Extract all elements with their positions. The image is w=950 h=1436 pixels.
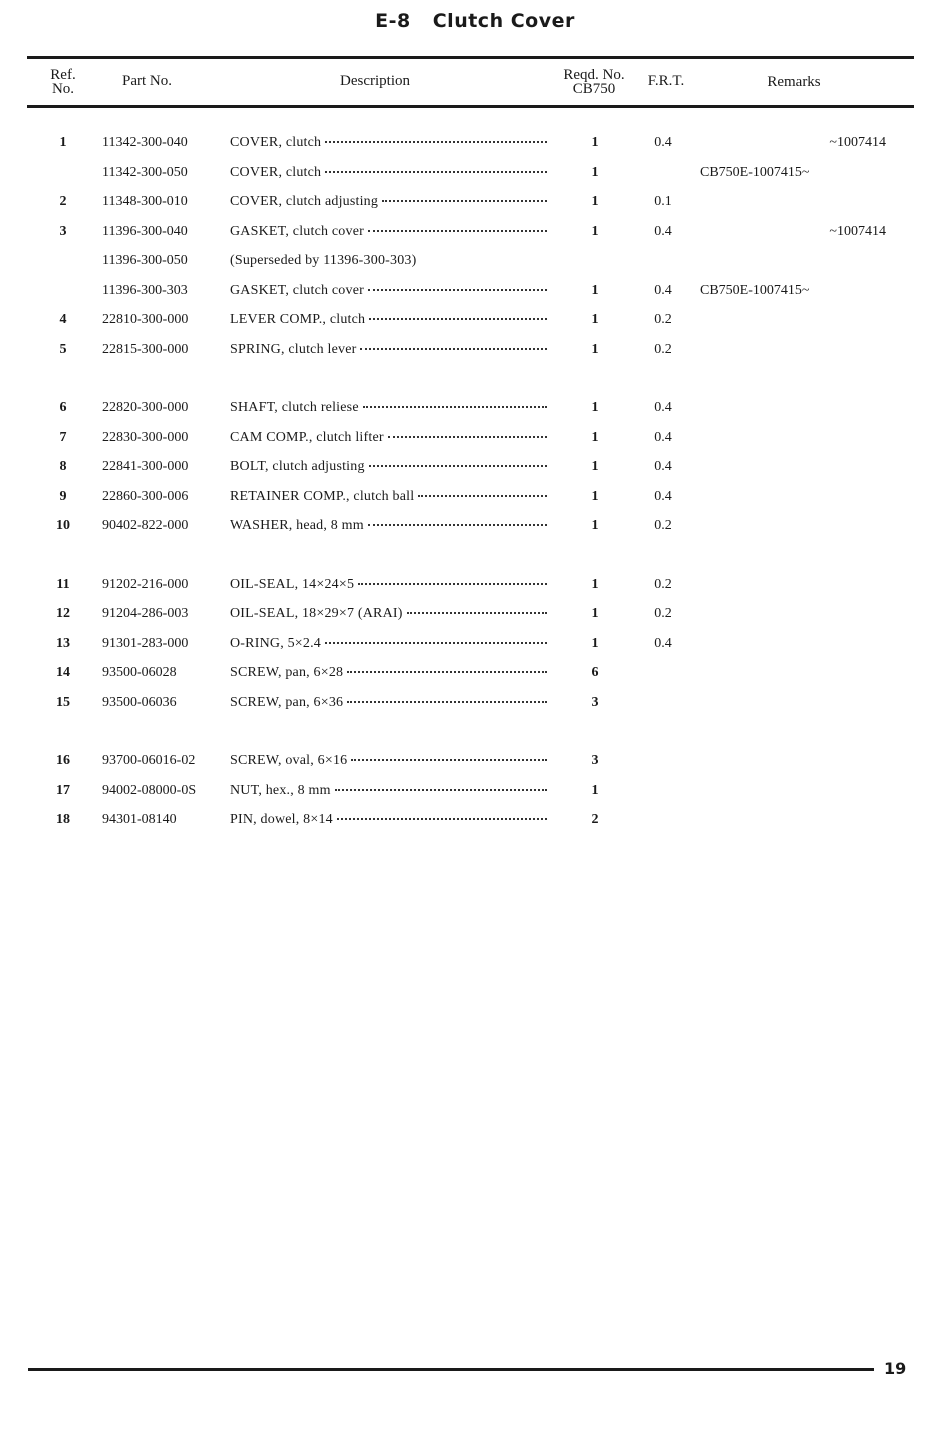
- description-text: WASHER, head, 8 mm: [230, 518, 364, 533]
- reqd-qty: 3: [591, 753, 599, 768]
- part-no: 11396-300-303: [102, 282, 188, 298]
- ref-no: 3: [59, 223, 67, 239]
- footer-rule: [28, 1368, 874, 1371]
- part-no: 91301-283-000: [102, 635, 189, 651]
- frt-value: 0.4: [654, 400, 672, 415]
- description-text: LEVER COMP., clutch: [230, 312, 366, 327]
- table-row: [0, 570, 950, 600]
- description: [230, 606, 547, 622]
- page-title: [0, 10, 950, 32]
- reqd-qty: 1: [591, 400, 599, 415]
- description-text: CAM COMP., clutch lifter: [230, 429, 384, 445]
- description-text: COVER, clutch: [230, 164, 322, 180]
- parts-table: [0, 128, 950, 835]
- part-no: 11342-300-040: [102, 135, 188, 150]
- ref-header-line1: Ref.: [50, 67, 76, 83]
- description: [230, 194, 547, 210]
- description: [230, 665, 547, 681]
- dot-leader: [337, 818, 547, 820]
- dot-leader: [358, 583, 547, 585]
- frt-value: 0.1: [654, 194, 672, 209]
- reqd-qty: 1: [591, 459, 599, 474]
- ref-no: 1: [59, 135, 67, 150]
- description-text: SHAFT, clutch reliese: [230, 400, 359, 415]
- description-text: SCREW, pan, 6×28: [230, 665, 344, 680]
- description: [230, 253, 547, 269]
- table-row: [0, 511, 950, 541]
- dot-leader: [369, 318, 547, 320]
- page-number: 19: [884, 1359, 907, 1378]
- description-text: SCREW, pan, 6×36: [230, 694, 344, 710]
- ref-no: 2: [59, 194, 67, 209]
- frt-value: 0.4: [654, 488, 672, 504]
- table-row: [0, 599, 950, 629]
- description: [230, 489, 547, 505]
- reqd-qty: 1: [591, 576, 599, 592]
- part-no: 93700-06016-02: [102, 753, 196, 768]
- description-text: COVER, clutch: [230, 135, 322, 150]
- frt-value: 0.4: [654, 282, 672, 298]
- dot-leader: [335, 789, 547, 791]
- dot-leader: [325, 171, 547, 173]
- table-row: [0, 482, 950, 512]
- dot-leader: [407, 612, 547, 614]
- table-row: [0, 452, 950, 482]
- part-no: 11342-300-050: [102, 164, 188, 180]
- description-text: RETAINER COMP., clutch ball: [230, 488, 415, 504]
- part-no: 22841-300-000: [102, 459, 189, 474]
- part-no: 22810-300-000: [102, 312, 189, 327]
- dot-leader: [368, 524, 547, 526]
- ref-no: 10: [56, 518, 70, 533]
- part-no: 11396-300-050: [102, 253, 188, 268]
- dot-leader: [368, 230, 547, 232]
- description: [230, 783, 547, 799]
- description-text: SPRING, clutch lever: [230, 341, 357, 357]
- remark: ~1007414: [829, 223, 886, 239]
- description: [230, 283, 547, 299]
- description: [230, 636, 547, 652]
- ref-no: 7: [59, 429, 67, 445]
- description-text: COVER, clutch adjusting: [230, 194, 379, 209]
- ref-no: 12: [56, 606, 70, 621]
- description-text: OIL-SEAL, 18×29×7 (ARAI): [230, 606, 403, 621]
- table-row: [0, 217, 950, 247]
- reqd-qty: 1: [591, 223, 599, 239]
- table-row: [0, 276, 950, 306]
- column-header-ref: [40, 68, 86, 96]
- header-rule: [27, 105, 914, 108]
- table-row: [0, 776, 950, 806]
- table-row: [0, 335, 950, 365]
- part-no: 11396-300-040: [102, 223, 188, 239]
- remark: CB750E-1007415~: [700, 282, 810, 298]
- part-no: 22830-300-000: [102, 429, 189, 445]
- description-text: GASKET, clutch cover: [230, 223, 364, 239]
- description: [230, 695, 547, 711]
- ref-no: 9: [59, 488, 67, 504]
- frt-value: 0.4: [654, 459, 672, 474]
- remark: ~1007414: [829, 135, 886, 150]
- dot-leader: [351, 759, 547, 761]
- part-no: 94301-08140: [102, 812, 177, 827]
- table-row: [0, 629, 950, 659]
- column-header-remarks: Remarks: [767, 74, 821, 90]
- reqd-qty: 6: [591, 665, 599, 680]
- dot-leader: [418, 495, 547, 497]
- part-no: 91202-216-000: [102, 576, 189, 592]
- ref-no: 6: [59, 400, 67, 415]
- ref-no: 15: [56, 694, 70, 710]
- reqd-qty: 1: [591, 488, 599, 504]
- part-no: 22820-300-000: [102, 400, 189, 415]
- reqd-qty: 1: [591, 518, 599, 533]
- reqd-header-line1: Reqd. No.: [563, 67, 625, 83]
- reqd-qty: 1: [591, 341, 599, 357]
- description: [230, 518, 547, 534]
- table-row: [0, 128, 950, 158]
- table-row: [0, 805, 950, 835]
- frt-value: 0.4: [654, 223, 672, 239]
- reqd-qty: 1: [591, 606, 599, 621]
- section-title: Clutch Cover: [432, 10, 575, 32]
- description: [230, 312, 547, 328]
- ref-no: 17: [56, 782, 70, 798]
- part-no: 93500-06028: [102, 665, 177, 680]
- table-row: [0, 393, 950, 423]
- part-no: 11348-300-010: [102, 194, 188, 209]
- description-text: SCREW, oval, 6×16: [230, 753, 348, 768]
- reqd-qty: 1: [591, 782, 599, 798]
- part-no: 90402-822-000: [102, 518, 189, 533]
- top-rule: [27, 56, 914, 59]
- reqd-qty: 2: [591, 812, 599, 827]
- description-text: OIL-SEAL, 14×24×5: [230, 576, 355, 592]
- dot-leader: [347, 701, 547, 703]
- ref-no: 4: [59, 312, 67, 327]
- dot-leader: [369, 465, 547, 467]
- dot-leader: [382, 200, 547, 202]
- part-no: 22860-300-006: [102, 488, 189, 504]
- ref-no: 5: [59, 341, 67, 357]
- ref-no: 8: [59, 459, 67, 474]
- frt-value: 0.2: [654, 606, 672, 621]
- reqd-header-line2: CB750: [572, 81, 616, 97]
- reqd-qty: 1: [591, 194, 599, 209]
- description: [230, 165, 547, 181]
- description-text: BOLT, clutch adjusting: [230, 459, 365, 474]
- column-header-description: Description: [340, 73, 410, 89]
- part-no: 22815-300-000: [102, 341, 189, 357]
- section-code: E-8: [375, 10, 411, 32]
- reqd-qty: 1: [591, 282, 599, 298]
- reqd-qty: 1: [591, 635, 599, 651]
- table-row: [0, 158, 950, 188]
- description: [230, 135, 547, 151]
- column-header-part-no: Part No.: [122, 73, 172, 89]
- column-header-frt: F.R.T.: [647, 73, 685, 89]
- ref-no: 13: [56, 635, 70, 651]
- reqd-qty: 3: [591, 694, 599, 710]
- part-no: 91204-286-003: [102, 606, 189, 621]
- dot-leader: [325, 141, 547, 143]
- frt-value: 0.4: [654, 635, 672, 651]
- table-row: [0, 746, 950, 776]
- description: [230, 224, 547, 240]
- ref-no: 16: [56, 753, 70, 768]
- reqd-qty: 1: [591, 429, 599, 445]
- description: [230, 753, 547, 769]
- frt-value: 0.2: [654, 518, 672, 533]
- frt-value: 0.2: [654, 576, 672, 592]
- description-text: O-RING, 5×2.4: [230, 635, 321, 651]
- frt-value: 0.2: [654, 341, 672, 357]
- description: [230, 459, 547, 475]
- table-row: [0, 688, 950, 718]
- table-row: [0, 305, 950, 335]
- ref-no: 11: [56, 576, 70, 592]
- dot-leader: [363, 406, 547, 408]
- description: [230, 400, 547, 416]
- description: [230, 342, 547, 358]
- description-text: GASKET, clutch cover: [230, 282, 364, 298]
- description-text: PIN, dowel, 8×14: [230, 812, 333, 827]
- description: [230, 812, 547, 828]
- part-no: 94002-08000-0S: [102, 782, 197, 798]
- table-row: [0, 246, 950, 276]
- ref-header-line2: No.: [51, 81, 75, 97]
- remark: CB750E-1007415~: [700, 164, 810, 180]
- description-text: (Superseded by 11396-300-303): [230, 253, 417, 268]
- table-row: [0, 423, 950, 453]
- dot-leader: [360, 348, 547, 350]
- frt-value: 0.2: [654, 312, 672, 327]
- description-text: NUT, hex., 8 mm: [230, 782, 331, 798]
- description: [230, 577, 547, 593]
- table-row: [0, 187, 950, 217]
- frt-value: 0.4: [654, 135, 672, 150]
- frt-value: 0.4: [654, 429, 672, 445]
- reqd-qty: 1: [591, 312, 599, 327]
- column-header-reqd-no: [552, 68, 636, 96]
- ref-no: 14: [56, 665, 70, 680]
- dot-leader: [325, 642, 547, 644]
- part-no: 93500-06036: [102, 694, 177, 710]
- dot-leader: [368, 289, 547, 291]
- table-row: [0, 658, 950, 688]
- description: [230, 430, 547, 446]
- reqd-qty: 1: [591, 164, 599, 180]
- ref-no: 18: [56, 812, 70, 827]
- reqd-qty: 1: [591, 135, 599, 150]
- dot-leader: [347, 671, 547, 673]
- dot-leader: [388, 436, 547, 438]
